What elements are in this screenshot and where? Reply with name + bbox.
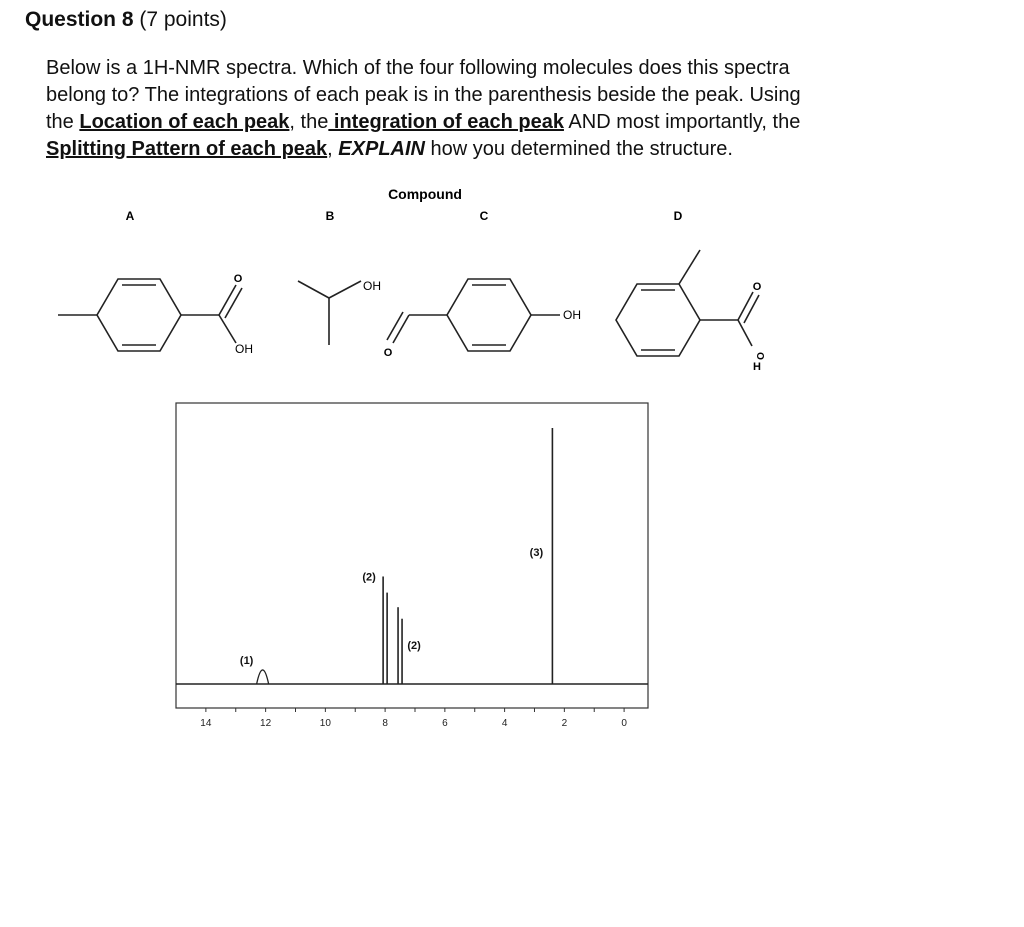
question-number: Question 8 xyxy=(25,8,134,31)
compound-and-spectrum-figure xyxy=(0,175,1024,765)
question-line-1: Below is a 1H-NMR spectra. Which of the four following molecules does this spectra xyxy=(46,57,790,79)
molecule-c xyxy=(387,279,560,351)
question-line-4 xyxy=(46,136,946,163)
question-text xyxy=(46,55,946,163)
molecule-d xyxy=(616,250,759,356)
molecule-c-hydroxyl: OH xyxy=(563,308,581,322)
molecule-d-carbonyl-o: O xyxy=(752,281,762,293)
explain-emphasis: EXPLAIN xyxy=(338,138,425,160)
peak-integration-label: (2) xyxy=(407,640,421,653)
molecule-a xyxy=(58,279,242,351)
molecule-d-hydroxyl-h: H xyxy=(753,361,761,373)
peak-integration-label: (2) xyxy=(362,571,376,584)
compound-label-b: B xyxy=(325,209,335,223)
question-points: (7 points) xyxy=(139,8,227,31)
line4-text-a: , xyxy=(327,138,339,160)
molecule-b-c-carbonyl-o: O xyxy=(383,347,393,359)
peak-integration-label: (1) xyxy=(239,655,254,667)
line3-text-b: , the xyxy=(289,111,329,133)
question-line-2: belong to? The integrations of each peak is in the parenthesis beside the peak. Using xyxy=(46,84,801,106)
x-axis-tick-label: 12 xyxy=(260,718,272,729)
splitting-emphasis: Splitting Pattern of each peak xyxy=(46,138,328,160)
nmr-spectrum xyxy=(176,428,648,729)
integration-emphasis: integration of each peak xyxy=(328,111,564,133)
molecule-a-carbonyl-o: O xyxy=(233,273,243,285)
x-axis-tick-label: 6 xyxy=(442,718,448,729)
molecule-d-hydroxyl-o: O xyxy=(754,352,765,360)
x-axis-tick-label: 0 xyxy=(621,718,627,729)
line3-text-a: the xyxy=(46,111,80,133)
question-line-3 xyxy=(46,109,946,136)
spectrum-peak xyxy=(257,670,269,684)
question-title xyxy=(25,8,227,32)
compound-label-c: C xyxy=(479,209,489,223)
compound-header: Compound xyxy=(388,186,462,202)
x-axis-tick-label: 10 xyxy=(319,718,331,729)
molecule-a-hydroxyl: OH xyxy=(235,342,253,356)
molecule-b xyxy=(298,281,361,345)
x-axis-tick-label: 14 xyxy=(200,718,212,729)
line3-text-c: AND most importantly, the xyxy=(563,111,801,133)
molecule-b-hydroxyl: OH xyxy=(363,279,381,293)
location-emphasis: Location of each peak xyxy=(79,111,290,133)
compound-label-d: D xyxy=(673,209,683,223)
compound-label-a: A xyxy=(125,209,135,223)
x-axis-tick-label: 2 xyxy=(561,718,568,729)
x-axis-tick-label: 8 xyxy=(382,718,388,729)
peak-integration-label: (3) xyxy=(529,547,544,559)
x-axis-tick-label: 4 xyxy=(501,718,508,729)
line4-text-b: how you determined the structure. xyxy=(424,138,733,160)
